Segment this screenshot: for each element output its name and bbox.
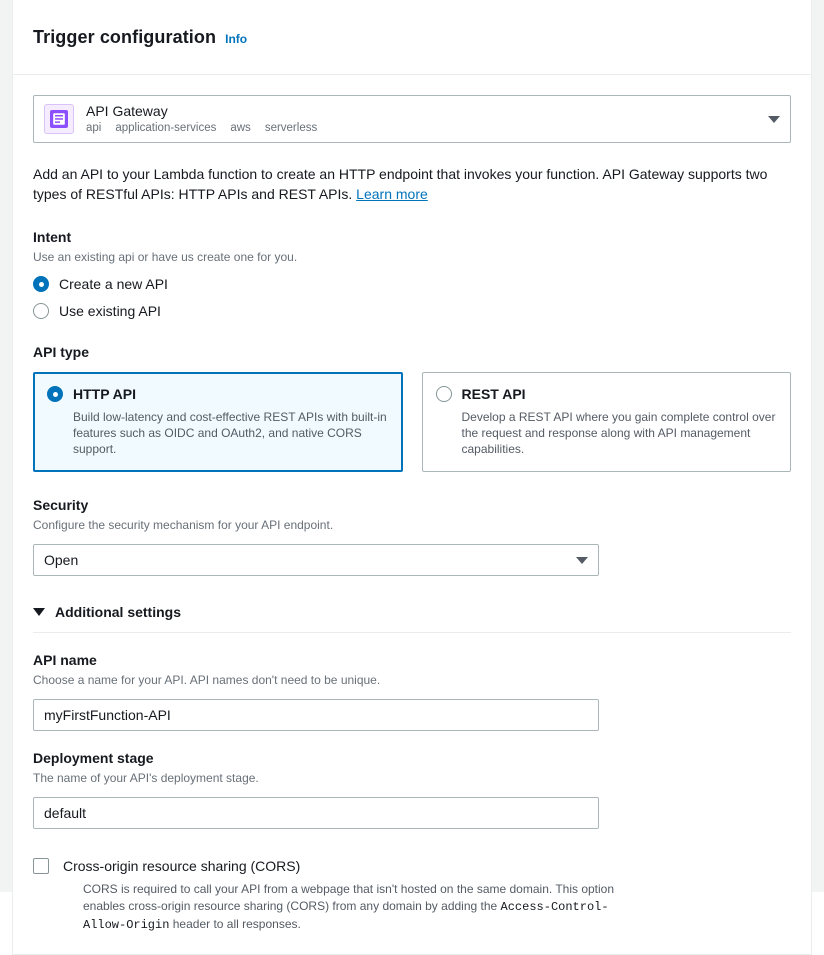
security-label: Security xyxy=(33,497,89,513)
card-http-api[interactable] xyxy=(33,372,403,472)
trigger-source-texts xyxy=(86,103,760,135)
trigger-tag: api xyxy=(86,122,102,134)
info-link[interactable]: Info xyxy=(225,32,248,46)
cors-label: Cross-origin resource sharing (CORS) xyxy=(63,858,301,874)
radio-create-new-api[interactable] xyxy=(33,276,791,292)
card-http-api-title: HTTP API xyxy=(73,386,137,402)
trigger-configuration-panel xyxy=(12,0,812,955)
api-gateway-icon xyxy=(44,104,74,134)
cors-checkbox[interactable] xyxy=(33,858,49,874)
trigger-source-tags xyxy=(86,121,760,135)
deployment-stage-field xyxy=(33,749,791,829)
radio-create-new-api-control[interactable] xyxy=(33,276,49,292)
trigger-tag: serverless xyxy=(264,122,318,134)
deployment-stage-sublabel: The name of your API's deployment stage. xyxy=(33,771,259,785)
panel-body xyxy=(13,75,811,954)
api-type-section xyxy=(33,343,791,472)
card-rest-api-title: REST API xyxy=(461,386,526,402)
cors-row[interactable] xyxy=(33,857,791,934)
api-type-cards xyxy=(33,372,791,472)
cors-description-part2: header to all responses. xyxy=(169,917,301,931)
triangle-down-icon xyxy=(33,608,45,616)
card-http-api-description: Build low-latency and cost-effective REST APIs with built-in features such as OIDC and OAuth2, and native CORS support. xyxy=(73,410,387,456)
api-name-field xyxy=(33,651,791,731)
additional-settings-expander[interactable] xyxy=(33,604,791,620)
trigger-source-select[interactable] xyxy=(33,95,791,143)
cors-main xyxy=(63,857,791,934)
intent-sublabel: Use an existing api or have us create one for you. xyxy=(33,250,298,264)
security-select-value: Open xyxy=(44,552,79,568)
security-select[interactable] xyxy=(33,544,599,576)
radio-http-api-control[interactable] xyxy=(47,386,63,402)
radio-use-existing-api-label: Use existing API xyxy=(59,303,161,319)
cors-code: Access-Control-Allow-Origin xyxy=(83,900,609,932)
trigger-source-name: API Gateway xyxy=(86,103,168,119)
radio-create-new-api-label: Create a new API xyxy=(59,276,168,292)
card-rest-api-head xyxy=(436,386,777,402)
page-title: Trigger configuration xyxy=(33,26,217,47)
api-name-label: API name xyxy=(33,652,97,668)
additional-settings-label: Additional settings xyxy=(55,604,181,620)
trigger-tag: application-services xyxy=(115,122,217,134)
api-name-sublabel: Choose a name for your API. API names don't need to be unique. xyxy=(33,673,381,687)
panel-header xyxy=(13,0,811,75)
api-name-input[interactable] xyxy=(33,699,599,731)
trigger-tag: aws xyxy=(230,122,251,134)
security-sublabel: Configure the security mechanism for your API endpoint. xyxy=(33,518,334,532)
card-http-api-head xyxy=(47,386,388,402)
card-rest-api-description: Develop a REST API where you gain complete control over the request and response along with API management capabilities. xyxy=(461,410,776,456)
deployment-stage-input[interactable] xyxy=(33,797,599,829)
deployment-stage-label: Deployment stage xyxy=(33,750,154,766)
chevron-down-icon[interactable] xyxy=(768,116,780,123)
radio-rest-api-control[interactable] xyxy=(436,386,452,402)
radio-use-existing-api[interactable] xyxy=(33,303,791,319)
cors-description-part1: CORS is required to call your API from a webpage that isn't hosted on the same domain. This option enables cross-origin resource sharing (CORS) from any domain by adding the xyxy=(83,882,615,913)
radio-use-existing-api-control[interactable] xyxy=(33,303,49,319)
cors-description xyxy=(83,881,628,934)
intent-section xyxy=(33,228,791,319)
card-rest-api[interactable] xyxy=(422,372,792,472)
intent-label: Intent xyxy=(33,229,72,245)
trigger-description-text: Add an API to your Lambda function to create an HTTP endpoint that invokes your function. API Gateway supports two types of RESTful APIs: HTTP APIs and REST APIs. xyxy=(33,166,768,202)
security-section xyxy=(33,496,791,576)
trigger-description xyxy=(33,164,791,204)
api-type-label: API type xyxy=(33,344,90,360)
chevron-down-icon[interactable] xyxy=(576,557,588,564)
learn-more-link[interactable]: Learn more xyxy=(356,186,428,202)
additional-settings-divider xyxy=(33,632,791,633)
